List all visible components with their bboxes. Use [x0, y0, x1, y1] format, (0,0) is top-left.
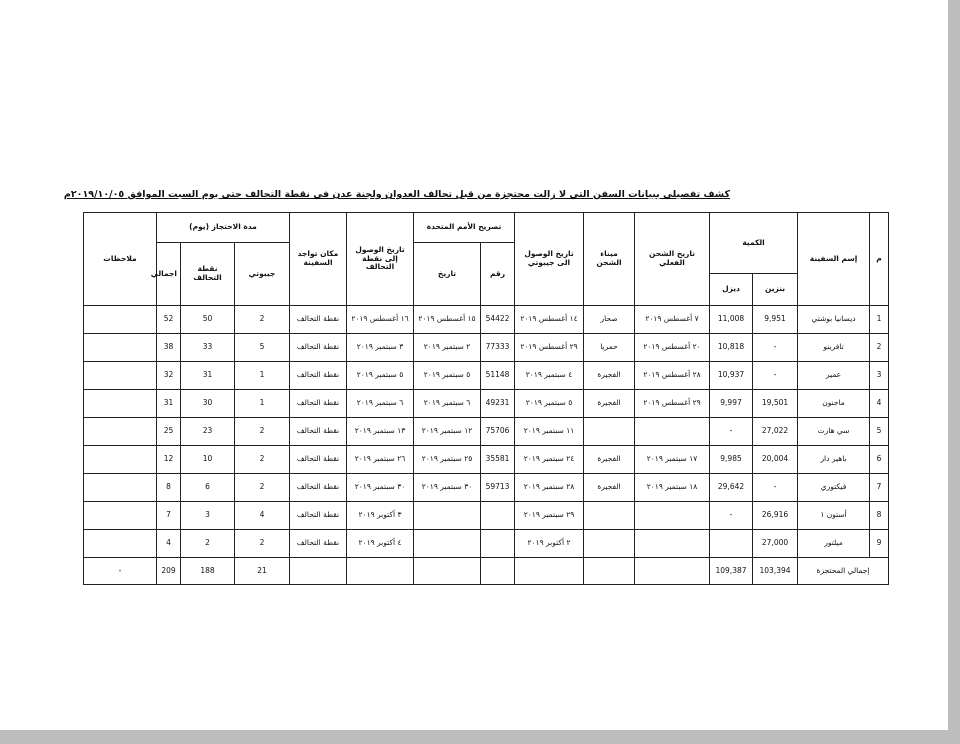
ship-name-cell: فيكتوري: [798, 474, 870, 502]
row-number: 6: [870, 446, 889, 474]
header-total: اجمالي: [157, 243, 181, 306]
arrival-coalition-cell: ١٦ أغسطس ٢٠١٩: [347, 306, 414, 334]
totals-label: إجمالي المحتجزة: [798, 558, 889, 585]
totals-petrol: 103,394: [753, 558, 798, 585]
header-ship-date: تاريخ الشحن الفعلي: [635, 213, 710, 306]
diesel-cell: 11,008: [710, 306, 753, 334]
header-un-permit: تصريح الأمم المتحدة: [414, 213, 515, 243]
arrival-coalition-cell: ٢٦ سبتمبر ٢٠١٩: [347, 446, 414, 474]
permit-no-cell: 54422: [481, 306, 515, 334]
total-days-cell: 25: [157, 418, 181, 446]
petrol-cell: 27,000: [753, 530, 798, 558]
ship-date-cell: [635, 530, 710, 558]
diesel-cell: 10,937: [710, 362, 753, 390]
petrol-cell: 9,951: [753, 306, 798, 334]
totals-coalition: 188: [181, 558, 235, 585]
permit-no-cell: 77333: [481, 334, 515, 362]
ship-port-cell: [584, 530, 635, 558]
ship-date-cell: ١٧ سبتمبر ٢٠١٩: [635, 446, 710, 474]
table-row: [84, 306, 889, 334]
diesel-cell: 9,985: [710, 446, 753, 474]
ship-port-cell: حمريا: [584, 334, 635, 362]
row-number: 9: [870, 530, 889, 558]
permit-no-cell: [481, 530, 515, 558]
header-quantity: الكمية: [710, 213, 798, 274]
coalition-days-cell: 31: [181, 362, 235, 390]
table-row: [84, 334, 889, 362]
row-number: 4: [870, 390, 889, 418]
table-row: [84, 474, 889, 502]
ship-port-cell: صحار: [584, 306, 635, 334]
ship-port-cell: الفجيرة: [584, 446, 635, 474]
diesel-cell: -: [710, 418, 753, 446]
ship-name-cell: أستون ١: [798, 502, 870, 530]
diesel-cell: 10,818: [710, 334, 753, 362]
total-days-cell: 12: [157, 446, 181, 474]
header-permit-date: تاريخ: [414, 243, 481, 306]
djibouti-days-cell: 2: [235, 446, 290, 474]
row-number: 3: [870, 362, 889, 390]
permit-no-cell: 75706: [481, 418, 515, 446]
notes-cell: [84, 390, 157, 418]
arrival-coalition-cell: ٦ سبتمبر ٢٠١٩: [347, 390, 414, 418]
arrival-djibouti-cell: ٢٨ سبتمبر ٢٠١٩: [515, 474, 584, 502]
totals-empty: [290, 558, 347, 585]
table-row: [84, 502, 889, 530]
location-cell: نقطة التحالف: [290, 306, 347, 334]
table-row: [84, 390, 889, 418]
totals-djibouti: 21: [235, 558, 290, 585]
petrol-cell: -: [753, 362, 798, 390]
header-notes: ملاحظات: [84, 213, 157, 306]
ship-name-cell: باهير دار: [798, 446, 870, 474]
row-number: 1: [870, 306, 889, 334]
coalition-days-cell: 6: [181, 474, 235, 502]
detained-ships-table: [83, 212, 889, 585]
permit-no-cell: 59713: [481, 474, 515, 502]
diesel-cell: [710, 530, 753, 558]
arrival-djibouti-cell: ٢٩ أغسطس ٢٠١٩: [515, 334, 584, 362]
petrol-cell: 27,022: [753, 418, 798, 446]
arrival-djibouti-cell: ٢٤ سبتمبر ٢٠١٩: [515, 446, 584, 474]
ship-date-cell: ٢٠ أغسطس ٢٠١٩: [635, 334, 710, 362]
totals-empty: [635, 558, 710, 585]
ship-name-cell: ماجنون: [798, 390, 870, 418]
location-cell: نقطة التحالف: [290, 390, 347, 418]
permit-date-cell: ٦ سبتمبر ٢٠١٩: [414, 390, 481, 418]
permit-no-cell: 51148: [481, 362, 515, 390]
ship-name-cell: ميلتور: [798, 530, 870, 558]
totals-empty: [414, 558, 481, 585]
arrival-coalition-cell: ٣ أكتوبر ٢٠١٩: [347, 502, 414, 530]
ship-date-cell: [635, 502, 710, 530]
ship-port-cell: الفجيرة: [584, 474, 635, 502]
ship-port-cell: [584, 502, 635, 530]
arrival-coalition-cell: ٤ أكتوبر ٢٠١٩: [347, 530, 414, 558]
ship-date-cell: ٢٩ أغسطس ٢٠١٩: [635, 390, 710, 418]
petrol-cell: 19,501: [753, 390, 798, 418]
header-diesel: ديزل: [710, 274, 753, 306]
header-djibouti: جيبوتي: [235, 243, 290, 306]
ship-date-cell: ٢٨ أغسطس ٢٠١٩: [635, 362, 710, 390]
djibouti-days-cell: 4: [235, 502, 290, 530]
ship-port-cell: الفجيرة: [584, 390, 635, 418]
petrol-cell: 20,004: [753, 446, 798, 474]
djibouti-days-cell: 2: [235, 474, 290, 502]
coalition-days-cell: 30: [181, 390, 235, 418]
djibouti-days-cell: 2: [235, 418, 290, 446]
arrival-coalition-cell: ٥ سبتمبر ٢٠١٩: [347, 362, 414, 390]
document-title: كشف تفصيلي ببيانات السفن التي لا زالت محتجزة من قبل تحالف العدوان ولجنة عدن في نقطة التحالف حتى يوم السبت الموافق ٢٠١٩/١٠/٠٥م: [63, 189, 730, 200]
arrival-djibouti-cell: ٤ سبتمبر ٢٠١٩: [515, 362, 584, 390]
arrival-djibouti-cell: ١٤ أغسطس ٢٠١٩: [515, 306, 584, 334]
totals-empty: [515, 558, 584, 585]
ship-name-cell: عمير: [798, 362, 870, 390]
notes-cell: [84, 362, 157, 390]
ship-date-cell: ١٨ سبتمبر ٢٠١٩: [635, 474, 710, 502]
coalition-days-cell: 10: [181, 446, 235, 474]
notes-cell: [84, 418, 157, 446]
petrol-cell: -: [753, 334, 798, 362]
totals-total: 209: [157, 558, 181, 585]
permit-date-cell: [414, 502, 481, 530]
location-cell: نقطة التحالف: [290, 474, 347, 502]
notes-cell: [84, 446, 157, 474]
djibouti-days-cell: 2: [235, 306, 290, 334]
header-ship-port: ميناء الشحن: [584, 213, 635, 306]
djibouti-days-cell: 2: [235, 530, 290, 558]
notes-cell: [84, 306, 157, 334]
permit-date-cell: ٥ سبتمبر ٢٠١٩: [414, 362, 481, 390]
location-cell: نقطة التحالف: [290, 418, 347, 446]
notes-cell: [84, 502, 157, 530]
permit-date-cell: ٢ سبتمبر ٢٠١٩: [414, 334, 481, 362]
total-days-cell: 52: [157, 306, 181, 334]
viewer-background-bottom: [0, 730, 960, 744]
petrol-cell: -: [753, 474, 798, 502]
totals-row: [84, 558, 889, 585]
coalition-days-cell: 33: [181, 334, 235, 362]
notes-cell: [84, 530, 157, 558]
table-row: [84, 418, 889, 446]
ship-port-cell: [584, 418, 635, 446]
totals-notes: -: [84, 558, 157, 585]
location-cell: نقطة التحالف: [290, 362, 347, 390]
header-coalition: نقطة التحالف: [181, 243, 235, 306]
table-body: [84, 306, 889, 558]
permit-date-cell: [414, 530, 481, 558]
permit-no-cell: [481, 502, 515, 530]
coalition-days-cell: 50: [181, 306, 235, 334]
header-row-1: [84, 213, 889, 243]
header-arrival-coalition: تاريخ الوصول إلى نقطة التحالف: [347, 213, 414, 306]
ship-port-cell: الفجيرة: [584, 362, 635, 390]
ship-name-cell: سي هارت: [798, 418, 870, 446]
permit-date-cell: ١٥ أغسطس ٢٠١٩: [414, 306, 481, 334]
row-number: 5: [870, 418, 889, 446]
total-days-cell: 7: [157, 502, 181, 530]
arrival-coalition-cell: ٣ سبتمبر ٢٠١٩: [347, 334, 414, 362]
ship-name-cell: تافرينو: [798, 334, 870, 362]
totals-empty: [481, 558, 515, 585]
ship-name-cell: ديسانيا بوشتي: [798, 306, 870, 334]
total-days-cell: 31: [157, 390, 181, 418]
notes-cell: [84, 474, 157, 502]
arrival-djibouti-cell: ٥ سبتمبر ٢٠١٩: [515, 390, 584, 418]
arrival-coalition-cell: ٣٠ سبتمبر ٢٠١٩: [347, 474, 414, 502]
diesel-cell: 9,997: [710, 390, 753, 418]
header-arrival-djibouti: تاريخ الوصول الى جيبوتي: [515, 213, 584, 306]
total-days-cell: 4: [157, 530, 181, 558]
petrol-cell: 26,916: [753, 502, 798, 530]
coalition-days-cell: 2: [181, 530, 235, 558]
row-number: 7: [870, 474, 889, 502]
location-cell: نقطة التحالف: [290, 502, 347, 530]
coalition-days-cell: 23: [181, 418, 235, 446]
ship-date-cell: ٧ أغسطس ٢٠١٩: [635, 306, 710, 334]
header-permit-no: رقم: [481, 243, 515, 306]
header-petrol: بنزين: [753, 274, 798, 306]
diesel-cell: 29,642: [710, 474, 753, 502]
table-row: [84, 446, 889, 474]
coalition-days-cell: 3: [181, 502, 235, 530]
total-days-cell: 8: [157, 474, 181, 502]
djibouti-days-cell: 5: [235, 334, 290, 362]
totals-diesel: 109,387: [710, 558, 753, 585]
totals-empty: [584, 558, 635, 585]
permit-no-cell: 35581: [481, 446, 515, 474]
header-location: مكان تواجد السفينة: [290, 213, 347, 306]
location-cell: نقطة التحالف: [290, 334, 347, 362]
arrival-djibouti-cell: ٢٩ سبتمبر ٢٠١٩: [515, 502, 584, 530]
row-number: 8: [870, 502, 889, 530]
djibouti-days-cell: 1: [235, 390, 290, 418]
permit-date-cell: ١٢ سبتمبر ٢٠١٩: [414, 418, 481, 446]
table-row: [84, 530, 889, 558]
row-number: 2: [870, 334, 889, 362]
header-detention: مدة الاحتجاز (يوم): [157, 213, 290, 243]
header-ship-name: إسم السفينة: [798, 213, 870, 306]
total-days-cell: 32: [157, 362, 181, 390]
notes-cell: [84, 334, 157, 362]
totals-empty: [347, 558, 414, 585]
arrival-coalition-cell: ١٣ سبتمبر ٢٠١٩: [347, 418, 414, 446]
permit-date-cell: ٣٠ سبتمبر ٢٠١٩: [414, 474, 481, 502]
location-cell: نقطة التحالف: [290, 446, 347, 474]
header-num: م: [870, 213, 889, 306]
table-row: [84, 362, 889, 390]
location-cell: نقطة التحالف: [290, 530, 347, 558]
diesel-cell: -: [710, 502, 753, 530]
permit-no-cell: 49231: [481, 390, 515, 418]
permit-date-cell: ٢٥ سبتمبر ٢٠١٩: [414, 446, 481, 474]
total-days-cell: 38: [157, 334, 181, 362]
viewer-background: [948, 0, 960, 744]
arrival-djibouti-cell: ٢ أكتوبر ٢٠١٩: [515, 530, 584, 558]
arrival-djibouti-cell: ١١ سبتمبر ٢٠١٩: [515, 418, 584, 446]
ship-date-cell: [635, 418, 710, 446]
djibouti-days-cell: 1: [235, 362, 290, 390]
